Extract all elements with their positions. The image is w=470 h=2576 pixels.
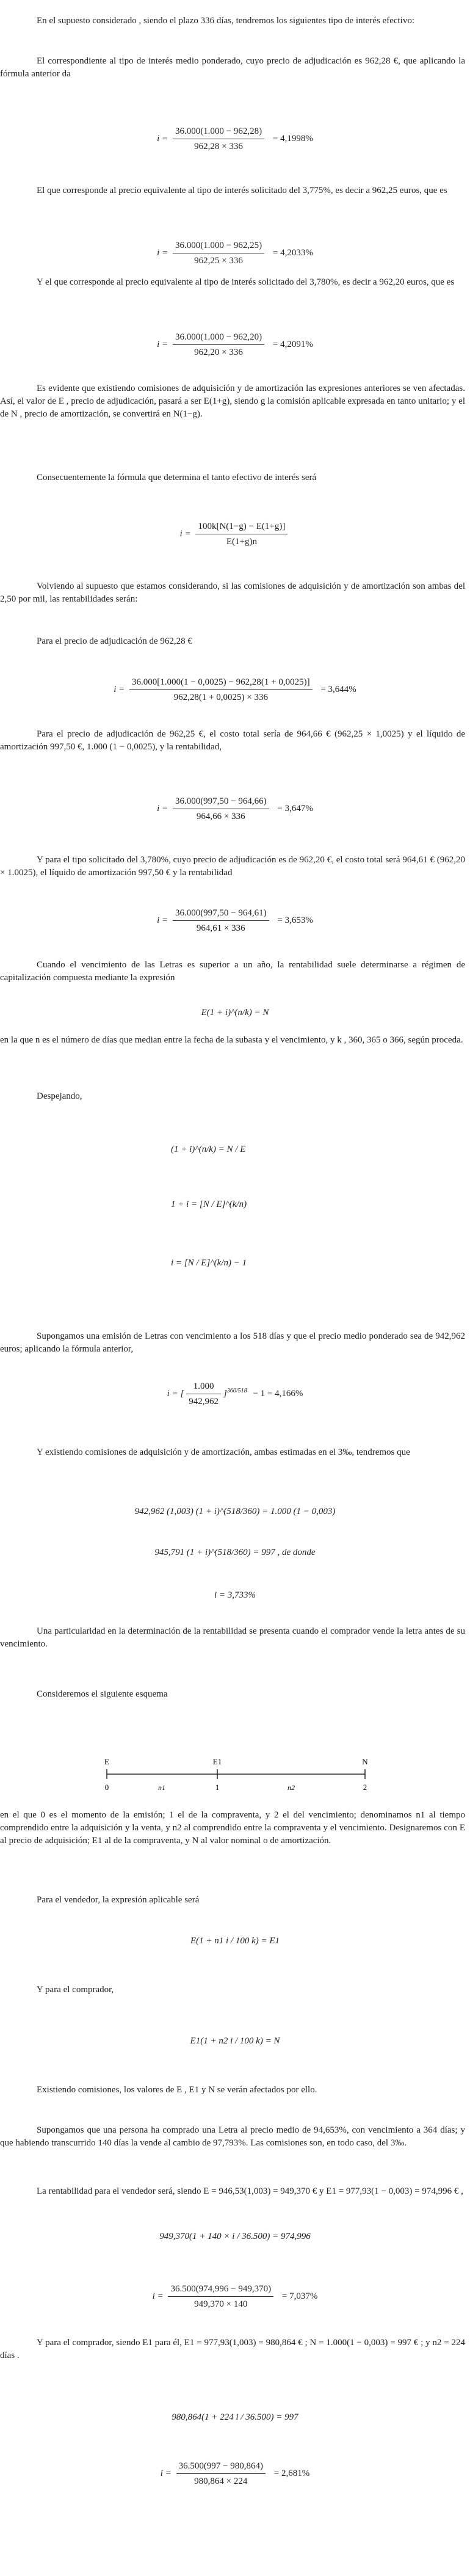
formula: E(1 + n1 i / 100 k) = E1 [190, 1936, 280, 1946]
formula: i = $\frac{36.500(974,996 - 949,370)}{949,370 \times 140}$ = 7,037% [152, 2284, 318, 2309]
formula: i = $\frac{36.000(1.000 - 962,20)}{962,20 \times 336}$ = 4,2091% [157, 332, 313, 357]
formula: i = $\frac{36.000(997,50 - 964,61)}{964,61 \times 336}$ = 3,653% [157, 908, 313, 933]
formula: E(1 + i)^(n/k) = N [201, 1008, 269, 1017]
formula: (1 + i)^(n/k) = N / E [171, 1144, 246, 1154]
paragraph: Y el que corresponde al precio equivalente al tipo de interés solicitado del 3,780%, es decir a 962,20 euros, que es [37, 277, 455, 287]
paragraph: La rentabilidad para el vendedor será, siendo E = 946,53(1,003) = 949,370 € y E1 = 977,93(1 − 0,003) = 974,996 € , [37, 2186, 463, 2196]
label-2: 2 [363, 1783, 367, 1792]
formula: i = $\frac{36.000[1.000(1 - 0,0025) - 962,28(1 + 0,0025)]}{962,28(1 + 0,0025) \times 336}$ = 3,644% [114, 677, 356, 702]
paragraph: Consecuentemente la fórmula que determina el tanto efectivo de interés será [37, 473, 317, 482]
paragraph: Para el precio de adjudicación de 962,28 € [37, 636, 192, 646]
label-E1: E1 [212, 1757, 222, 1766]
paragraph: en el que 0 es el momento de la emisión; 1 el de la compraventa, y 2 el del vencimiento; denominamos n1 al tiempo comprendido entre la adquisición y la venta, y n2 al comprendido entre la compraventa y el vencimiento. Designaremos con E al precio de adquisición; E1 al de la compraventa, y N al valor nominal o de amortización. [0, 1810, 465, 1846]
label-1: 1 [215, 1783, 220, 1792]
paragraph: Supongamos una emisión de Letras con vencimiento a los 518 días y que el precio medio ponderado sea de 942,962 euros; aplicando la fórmula anterior, [0, 1331, 465, 1354]
paragraph: Consideremos el siguiente esquema [37, 1689, 168, 1699]
paragraph: Para el precio de adjudicación de 962,25 €, el costo total sería de 964,66 € (962,25 × 1,0025) y el líquido de amortización 997,50 €, 1.000 (1 − 0,0025), y la rentabilidad, [0, 729, 465, 752]
formula: i = [N / E]^(k/n) − 1 [171, 1258, 247, 1268]
paragraph: Supongamos que una persona ha comprado una Letra al precio medio de 94,653%, con vencimiento a 364 días; y que habiendo transcurrido 140 días la vende al cambio de 97,793%. Las comisiones son, en todo caso, del 3‰. [0, 2125, 465, 2148]
formula: 980,864(1 + 224 i / 36.500) = 997 [172, 2412, 298, 2422]
label-n1: n1 [158, 1783, 165, 1792]
formula: i = $\frac{36.000(1.000 - 962,25)}{962,25 \times 336}$ = 4,2033% [157, 241, 313, 266]
paragraph: Y existiendo comisiones de adquisición y de amortización, ambas estimadas en el 3‰, tendremos que [37, 1447, 410, 1457]
paragraph: El correspondiente al tipo de interés medio ponderado, cuyo precio de adjudicación es 962,28 €, que aplicando la fórmula anterior da [0, 56, 465, 79]
paragraph: Es evidente que existiendo comisiones de adquisición y de amortización las expresiones anteriores se ven afectadas. Así, el valor de E , precio de adjudicación, pasará a ser E(1+g), siendo g la comisión aplicable expresada en tanto unitario; y el de N , precio de amortización, se convertirá en N(1−g). [0, 384, 465, 419]
label-N: N [362, 1757, 368, 1766]
formula: i = $\frac{36.000(997,50 - 964,66)}{964,66 \times 336}$ = 3,647% [157, 796, 313, 821]
formula: E1(1 + n2 i / 100 k) = N [190, 2036, 280, 2046]
paragraph: Para el vendedor, la expresión aplicable será [37, 1895, 200, 1905]
formula: i = $\frac{36.000(1.000 - 962,28)}{962,28 \times 336}$ = 4,1998% [157, 126, 313, 151]
label-E: E [104, 1757, 109, 1766]
timeline-svg [92, 1756, 378, 1799]
formula: i = $\frac{100k[N(1-g) - E(1+g)]}{E(1+g)n}$ [0, 520, 470, 548]
formula: i = [ $\frac{1.000}{942,962}$ ]$^{360/518}$ − 1 = 4,166% [167, 1381, 303, 1406]
formula: 949,370(1 + 140 × i / 36.500) = 974,996 [159, 2232, 311, 2241]
paragraph: Y para el comprador, siendo E1 para él, E1 = 977,93(1,003) = 980,864 € ; N = 1.000(1 − 0,003) = 997 € ; y n2 = 224 días . [0, 2338, 465, 2360]
paragraph: El que corresponde al precio equivalente al tipo de interés solicitado del 3,775%, es decir a 962,25 euros, que es [37, 186, 447, 195]
paragraph: Y para el tipo solicitado del 3,780%, cuyo precio de adjudicación es de 962,20 €, el costo total será 964,61 € (962,20 × 1.0025), el líquido de amortización 997,50 € y la rentabilidad [0, 855, 465, 878]
paragraph: Existiendo comisiones, los valores de E , E1 y N se verán afectados por ello. [37, 2085, 317, 2095]
timeline-diagram [92, 1756, 378, 1799]
paragraph: Una particularidad en la determinación de la rentabilidad se presenta cuando el comprador vende la letra antes de su vencimiento. [0, 1626, 465, 1649]
paragraph: en la que n es el número de días que median entre la fecha de la subasta y el vencimiento, y k , 360, 365 o 366, según proceda. [0, 1035, 463, 1045]
formula: i = $\frac{36.500(997 - 980,864)}{980,864 \times 224}$ = 2,681% [160, 2461, 310, 2486]
formula: 1 + i = [N / E]^(k/n) [171, 1199, 247, 1209]
formula: 942,962 (1,003) (1 + i)^(518/360) = 1.000 (1 − 0,003) [134, 1507, 336, 1516]
paragraph: En el supuesto considerado , siendo el plazo 336 días, tendremos los siguientes tipo de interés efectivo: [37, 16, 415, 26]
paragraph: Cuando el vencimiento de las Letras es superior a un año, la rentabilidad suele determinarse a régimen de capitalización compuesta mediante la expresión [0, 960, 465, 983]
formula: i = 3,733% [214, 1590, 256, 1600]
paragraph: Y para el comprador, [37, 1985, 114, 1995]
paragraph: Volviendo al supuesto que estamos considerando, si las comisiones de adquisición y de amortización son ambas del 2,50 por mil, las rentabilidades serán: [0, 581, 465, 604]
label-n2: n2 [287, 1783, 295, 1792]
formula: 945,791 (1 + i)^(518/360) = 997 , de donde [154, 1548, 316, 1557]
paragraph: Despejando, [37, 1091, 82, 1101]
label-0: 0 [104, 1783, 109, 1792]
